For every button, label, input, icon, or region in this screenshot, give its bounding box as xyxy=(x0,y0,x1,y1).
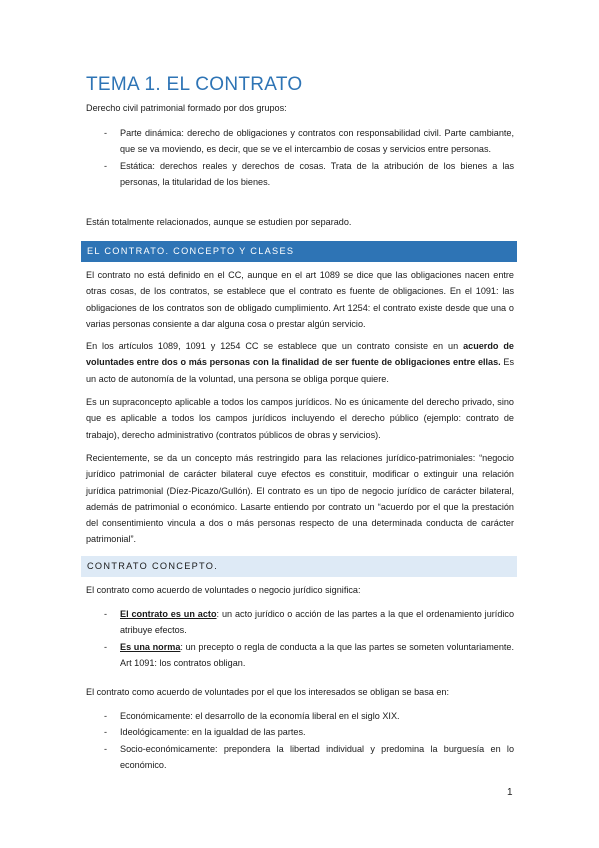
list-item-text: : un acto jurídico o acción de las partes a la que el ordenamiento jurídico atribuye efectos. xyxy=(120,609,514,636)
paragraph-negocio-juridico: Recientemente, se da un concepto más restringido para las relaciones jurídico-patrimoniales: “negocio jurídico patrimonial de carácter bilateral cuye efectos es constituir, modificar o extinguir una relación jurídica patrimonial (Díez-Picazo/Gullón). El contrato es un tipo de negocio jurídico de carácter bilateral, además de patrimonial o económico. Lasarte entiendo por contrato un “acuerdo por el que la prestación del consentimiento vincula a dos o más personas respecto de una determinada conducta de carácter patrimonial”. xyxy=(86,453,514,545)
bullet-dash: - xyxy=(104,743,108,754)
paragraph-bases: El contrato como acuerdo de voluntades por el que los interesados se obligan se basa en: xyxy=(86,687,449,697)
bullet-dash: - xyxy=(104,727,108,738)
bases-list xyxy=(86,708,514,773)
term-underlined: El contrato es un acto xyxy=(120,609,217,619)
list-item xyxy=(86,724,514,740)
bold-definition: acuerdo de voluntades entre dos o más personas con la finalidad de ser fuente de obligaciones entre ellas. xyxy=(86,341,514,368)
paragraph-definition: El contrato no está definido en el CC, aunque en el art 1089 se dice que las obligaciones nacen entre otras cosas, de los contratos, se establece que el contrato es fuente de obligaciones. En el 1091: las obligaciones de los contratos son de obligado cumplimiento. Art 1254: el contrato existe desde que una o varias personas consiente a dar alguna cosa o prestar algún servicio. xyxy=(86,270,514,329)
list-item xyxy=(86,125,514,158)
bullet-dash: - xyxy=(104,711,108,721)
section-heading-contrato-concepto: CONTRATO CONCEPTO. xyxy=(81,556,517,577)
groups-list xyxy=(86,125,514,190)
intro-paragraph: Derecho civil patrimonial formado por dos grupos: xyxy=(86,103,287,113)
list-item-text: Socio-económicamente: prepondera la libertad individual y predomina la burguesía en lo económico. xyxy=(120,743,514,770)
bullet-dash: - xyxy=(104,128,108,138)
bullet-dash: - xyxy=(104,160,108,171)
term-underlined: Es una norma xyxy=(120,641,181,652)
paragraph-supraconcepto: Es un supraconcepto aplicable a todos los campos jurídicos. No es únicamente del derecho privado, sino que es aplicable a todos los campos jurídicos incluyendo el derecho público (ejemplo: contrato de trabajo), derecho administrativo (contratos públicos de obras y servicios). xyxy=(86,397,514,440)
section-heading-concepto-clases: EL CONTRATO. CONCEPTO Y CLASES xyxy=(81,241,517,262)
paragraph-text: En los artículos 1089, 1091 y 1254 CC se establece que un contrato consiste en un xyxy=(86,341,464,351)
list-item-text: Estática: derechos reales y derechos de cosas. Trata de la atribución de los bienes a las personas, la titularidad de los bienes. xyxy=(120,160,514,187)
paragraph-text: Es un acto de autonomía de la voluntad, una persona se obliga porque quiere. xyxy=(86,357,514,384)
list-item xyxy=(86,158,514,191)
concept-list xyxy=(86,606,514,671)
paragraph-acuerdo: El contrato como acuerdo de voluntades o negocio jurídico significa: xyxy=(86,585,361,595)
bullet-dash: - xyxy=(104,641,108,652)
list-item xyxy=(86,606,514,639)
document-title: TEMA 1. EL CONTRATO xyxy=(86,74,303,95)
list-item xyxy=(86,639,514,672)
list-item xyxy=(86,741,514,774)
list-item-text: Económicamente: el desarrollo de la economía liberal en el siglo XIX. xyxy=(120,711,400,721)
bullet-dash: - xyxy=(104,609,108,619)
list-item-text: Ideológicamente: en la igualdad de las partes. xyxy=(120,727,306,738)
related-paragraph: Están totalmente relacionados, aunque se estudien por separado. xyxy=(86,217,352,227)
list-item-text: : un precepto o regla de conducta a la que las partes se someten voluntariamente. Art 1091: los contratos obligan. xyxy=(120,641,515,668)
list-item-text: Parte dinámica: derecho de obligaciones y contratos con responsabilidad civil. Parte cambiante, que se va moviendo, es decir, que se ve el intercambio de cosas y servicios entre personas. xyxy=(120,128,514,155)
paragraph-articles xyxy=(86,338,514,387)
page-number: 1 xyxy=(507,787,513,798)
list-item xyxy=(86,708,514,724)
